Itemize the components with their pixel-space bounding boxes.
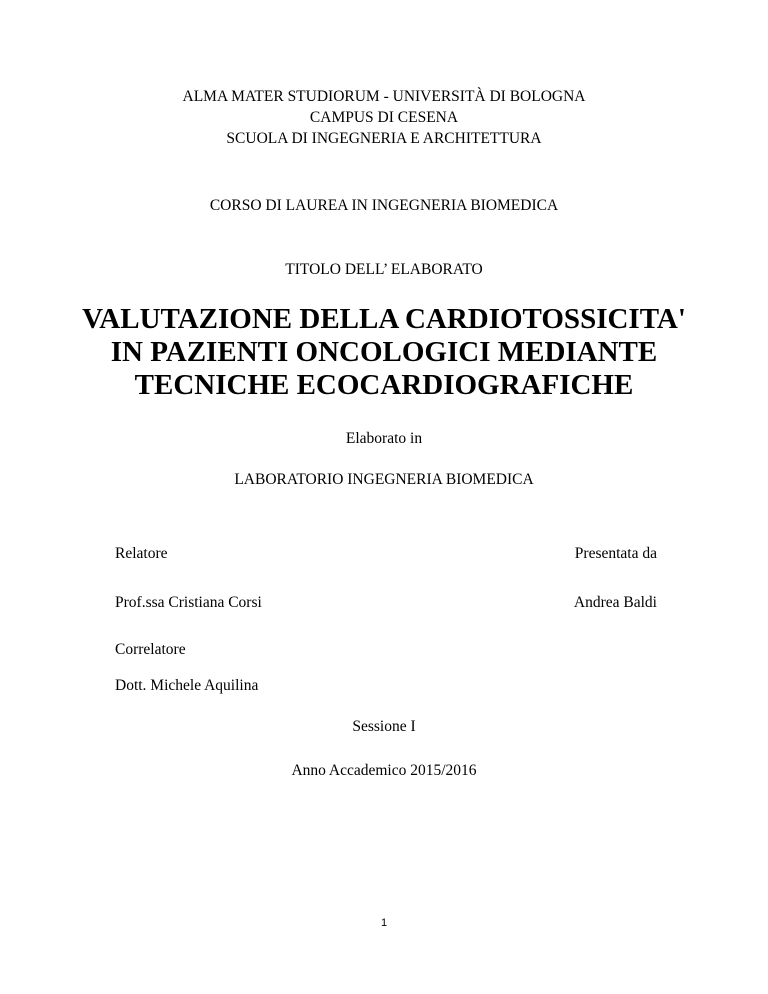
campus-name: CAMPUS DI CESENA <box>309 109 459 126</box>
academic-year: Anno Accademico 2015/2016 <box>291 762 477 779</box>
page-number: 1 <box>380 917 388 929</box>
correlatore-name: Dott. Michele Aquilina <box>115 677 259 694</box>
school-name: SCUOLA DI INGEGNERIA E ARCHITETTURA <box>226 130 542 147</box>
course-name: CORSO DI LAUREA IN INGEGNERIA BIOMEDICA <box>209 197 559 214</box>
university-name: ALMA MATER STUDIORUM - UNIVERSITÀ DI BOLOGNA <box>182 88 586 105</box>
thesis-title <box>0 303 768 402</box>
subject-name: LABORATORIO INGEGNERIA BIOMEDICA <box>234 471 534 488</box>
university-header <box>0 86 768 149</box>
session: Sessione I <box>352 718 416 735</box>
presentata-da-label: Presentata da <box>574 545 657 562</box>
relatore-name: Prof.ssa Cristiana Corsi <box>115 594 262 611</box>
thesis-title-line-1: VALUTAZIONE DELLA CARDIOTOSSICITA' <box>82 303 686 335</box>
elaborato-in-label: Elaborato in <box>345 430 423 447</box>
correlatore-label: Correlatore <box>115 641 186 658</box>
title-label: TITOLO DELL’ ELABORATO <box>285 261 483 278</box>
student-name: Andrea Baldi <box>573 594 657 611</box>
thesis-title-line-3: TECNICHE ECOCARDIOGRAFICHE <box>134 369 634 401</box>
relatore-label: Relatore <box>115 545 168 562</box>
thesis-title-line-2: IN PAZIENTI ONCOLOGICI MEDIANTE <box>110 336 658 368</box>
